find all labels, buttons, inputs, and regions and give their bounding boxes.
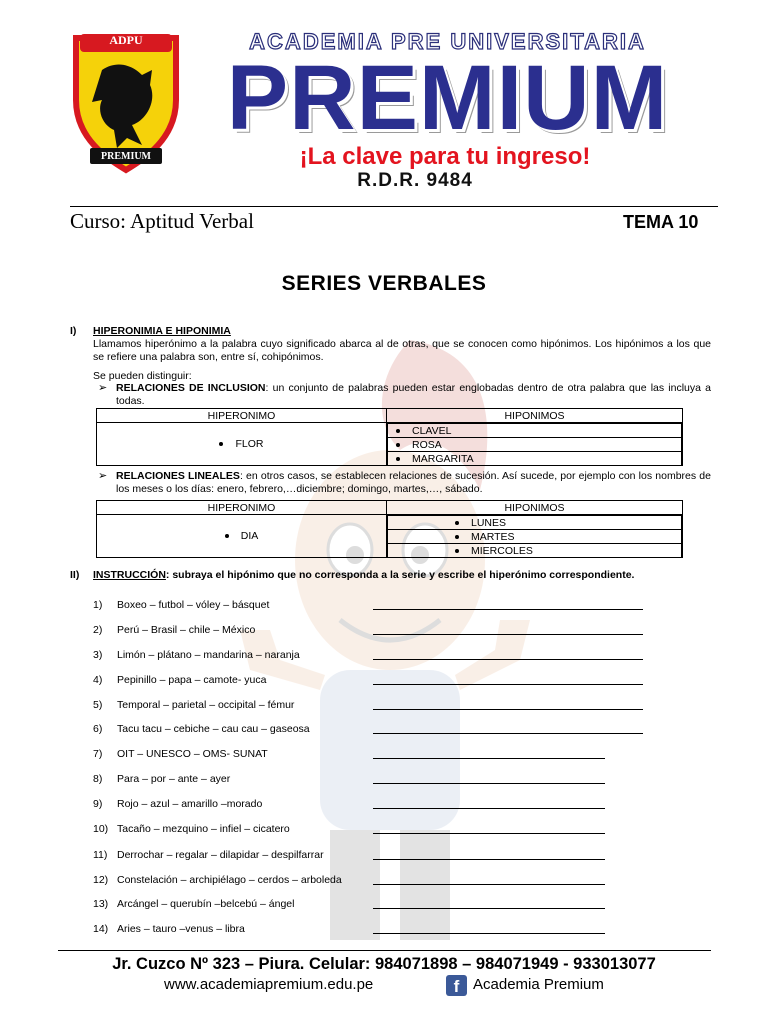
answer-line[interactable] bbox=[373, 783, 605, 784]
brand-premium: PREMIUM bbox=[226, 47, 669, 149]
logo-bottom-text: PREMIUM bbox=[101, 151, 151, 162]
exercise-item: 11) Derrochar – regalar – dilapidar – despilfarrar bbox=[93, 849, 324, 861]
tema-label: TEMA 10 bbox=[623, 212, 699, 232]
exercise-item: 9) Rojo – azul – amarillo –morado bbox=[93, 798, 263, 810]
facebook-page[interactable]: Academia Premium bbox=[473, 976, 604, 993]
exercise-item: 14) Aries – tauro –venus – libra bbox=[93, 923, 245, 935]
arrow-bullet-icon: ➢ bbox=[98, 382, 108, 394]
table1-col2: HIPONIMOS bbox=[387, 409, 683, 423]
answer-line[interactable] bbox=[373, 808, 605, 809]
answer-line[interactable] bbox=[373, 609, 643, 610]
exercise-item: 10) Tacaño – mezquino – infiel – cicatero bbox=[93, 823, 290, 835]
answer-line[interactable] bbox=[373, 634, 643, 635]
header-divider bbox=[70, 206, 718, 207]
logo-top-text: ADPU bbox=[109, 33, 143, 47]
section1-number: I) bbox=[70, 325, 77, 337]
course-label: Curso: Aptitud Verbal bbox=[70, 209, 254, 233]
section1-heading: HIPERONIMIA E HIPONIMIA bbox=[93, 325, 231, 337]
table2-hypo: LUNES bbox=[388, 516, 682, 530]
exercise-item: 6) Tacu tacu – cebiche – cau cau – gaseosa bbox=[93, 723, 310, 735]
rdr-number: R.D.R. 9484 bbox=[357, 170, 473, 191]
table2-col2: HIPONIMOS bbox=[387, 501, 683, 515]
answer-line[interactable] bbox=[373, 659, 643, 660]
slogan: ¡La clave para tu ingreso! bbox=[299, 143, 591, 170]
footer-website[interactable]: www.academiapremium.edu.pe bbox=[164, 976, 374, 993]
answer-line[interactable] bbox=[373, 758, 605, 759]
arrow-bullet-icon: ➢ bbox=[98, 470, 108, 482]
relation-lineal: RELACIONES LINEALES: en otros casos, se establecen relaciones de sucesión. Así sucede, por ejemplo con los nombres de los meses o los días: enero, febrero,…diciembre; domingo, martes,…, sábado. bbox=[116, 470, 711, 495]
footer-address: Jr. Cuzco Nº 323 – Piura. Celular: 984071898 – 984071949 - 933013077 bbox=[112, 955, 656, 973]
section2-instruction: INSTRUCCIÓN: subraya el hipónimo que no corresponda a la serie y escribe el hiperónimo correspondiente. bbox=[93, 569, 635, 581]
page-title: SERIES VERBALES bbox=[281, 272, 487, 295]
exercise-item: 4) Pepinillo – papa – camote- yuca bbox=[93, 674, 267, 686]
answer-line[interactable] bbox=[373, 833, 605, 834]
answer-line[interactable] bbox=[373, 684, 643, 685]
answer-line[interactable] bbox=[373, 859, 605, 860]
section1-intro: Llamamos hiperónimo a la palabra cuyo significado abarca al de otras, que se conocen como hipónimos. Los hipónimos a los que se refiere una palabra son, entre sí, cohipónimos. bbox=[93, 338, 711, 363]
table1-col1: HIPERONIMO bbox=[97, 409, 387, 423]
table2-hypo: MARTES bbox=[388, 530, 682, 544]
section2-number: II) bbox=[70, 569, 80, 581]
exercise-item: 1) Boxeo – futbol – vóley – básquet bbox=[93, 599, 270, 611]
exercise-item: 3) Limón – plátano – mandarina – naranja bbox=[93, 649, 300, 661]
table2-hypo: MIERCOLES bbox=[388, 544, 682, 558]
inclusion-table bbox=[96, 408, 683, 466]
distinguish-text: Se pueden distinguir: bbox=[93, 370, 192, 382]
answer-line[interactable] bbox=[373, 884, 605, 885]
exercise-item: 2) Perú – Brasil – chile – México bbox=[93, 624, 256, 636]
exercise-item: 13) Arcángel – querubín –belcebú – ángel bbox=[93, 898, 295, 910]
table1-hypo: MARGARITA bbox=[388, 452, 682, 466]
academia-heading: ACADEMIA PRE UNIVERSITARIA bbox=[249, 29, 646, 54]
table1-hypo: CLAVEL bbox=[388, 424, 682, 438]
exercise-item: 5) Temporal – parietal – occipital – fémur bbox=[93, 699, 295, 711]
table1-hypo: ROSA bbox=[388, 438, 682, 452]
lineal-table bbox=[96, 500, 683, 558]
table2-col1: HIPERONIMO bbox=[97, 501, 387, 515]
answer-line[interactable] bbox=[373, 709, 643, 710]
answer-line[interactable] bbox=[373, 933, 605, 934]
relation-inclusion: RELACIONES DE INCLUSION: un conjunto de palabras pueden estar englobadas dentro de otra palabra que las incluya a todas. bbox=[116, 382, 711, 407]
footer-divider bbox=[58, 950, 711, 951]
table1-hyper-cell: FLOR bbox=[97, 423, 387, 466]
exercise-item: 12) Constelación – archipiélago – cerdos – arboleda bbox=[93, 874, 342, 886]
table2-hyper-cell: DIA bbox=[97, 515, 387, 558]
answer-line[interactable] bbox=[373, 908, 605, 909]
answer-line[interactable] bbox=[373, 733, 643, 734]
exercise-item: 8) Para – por – ante – ayer bbox=[93, 773, 231, 785]
exercise-item: 7) OIT – UNESCO – OMS- SUNAT bbox=[93, 748, 268, 760]
facebook-icon[interactable]: f bbox=[446, 975, 467, 996]
